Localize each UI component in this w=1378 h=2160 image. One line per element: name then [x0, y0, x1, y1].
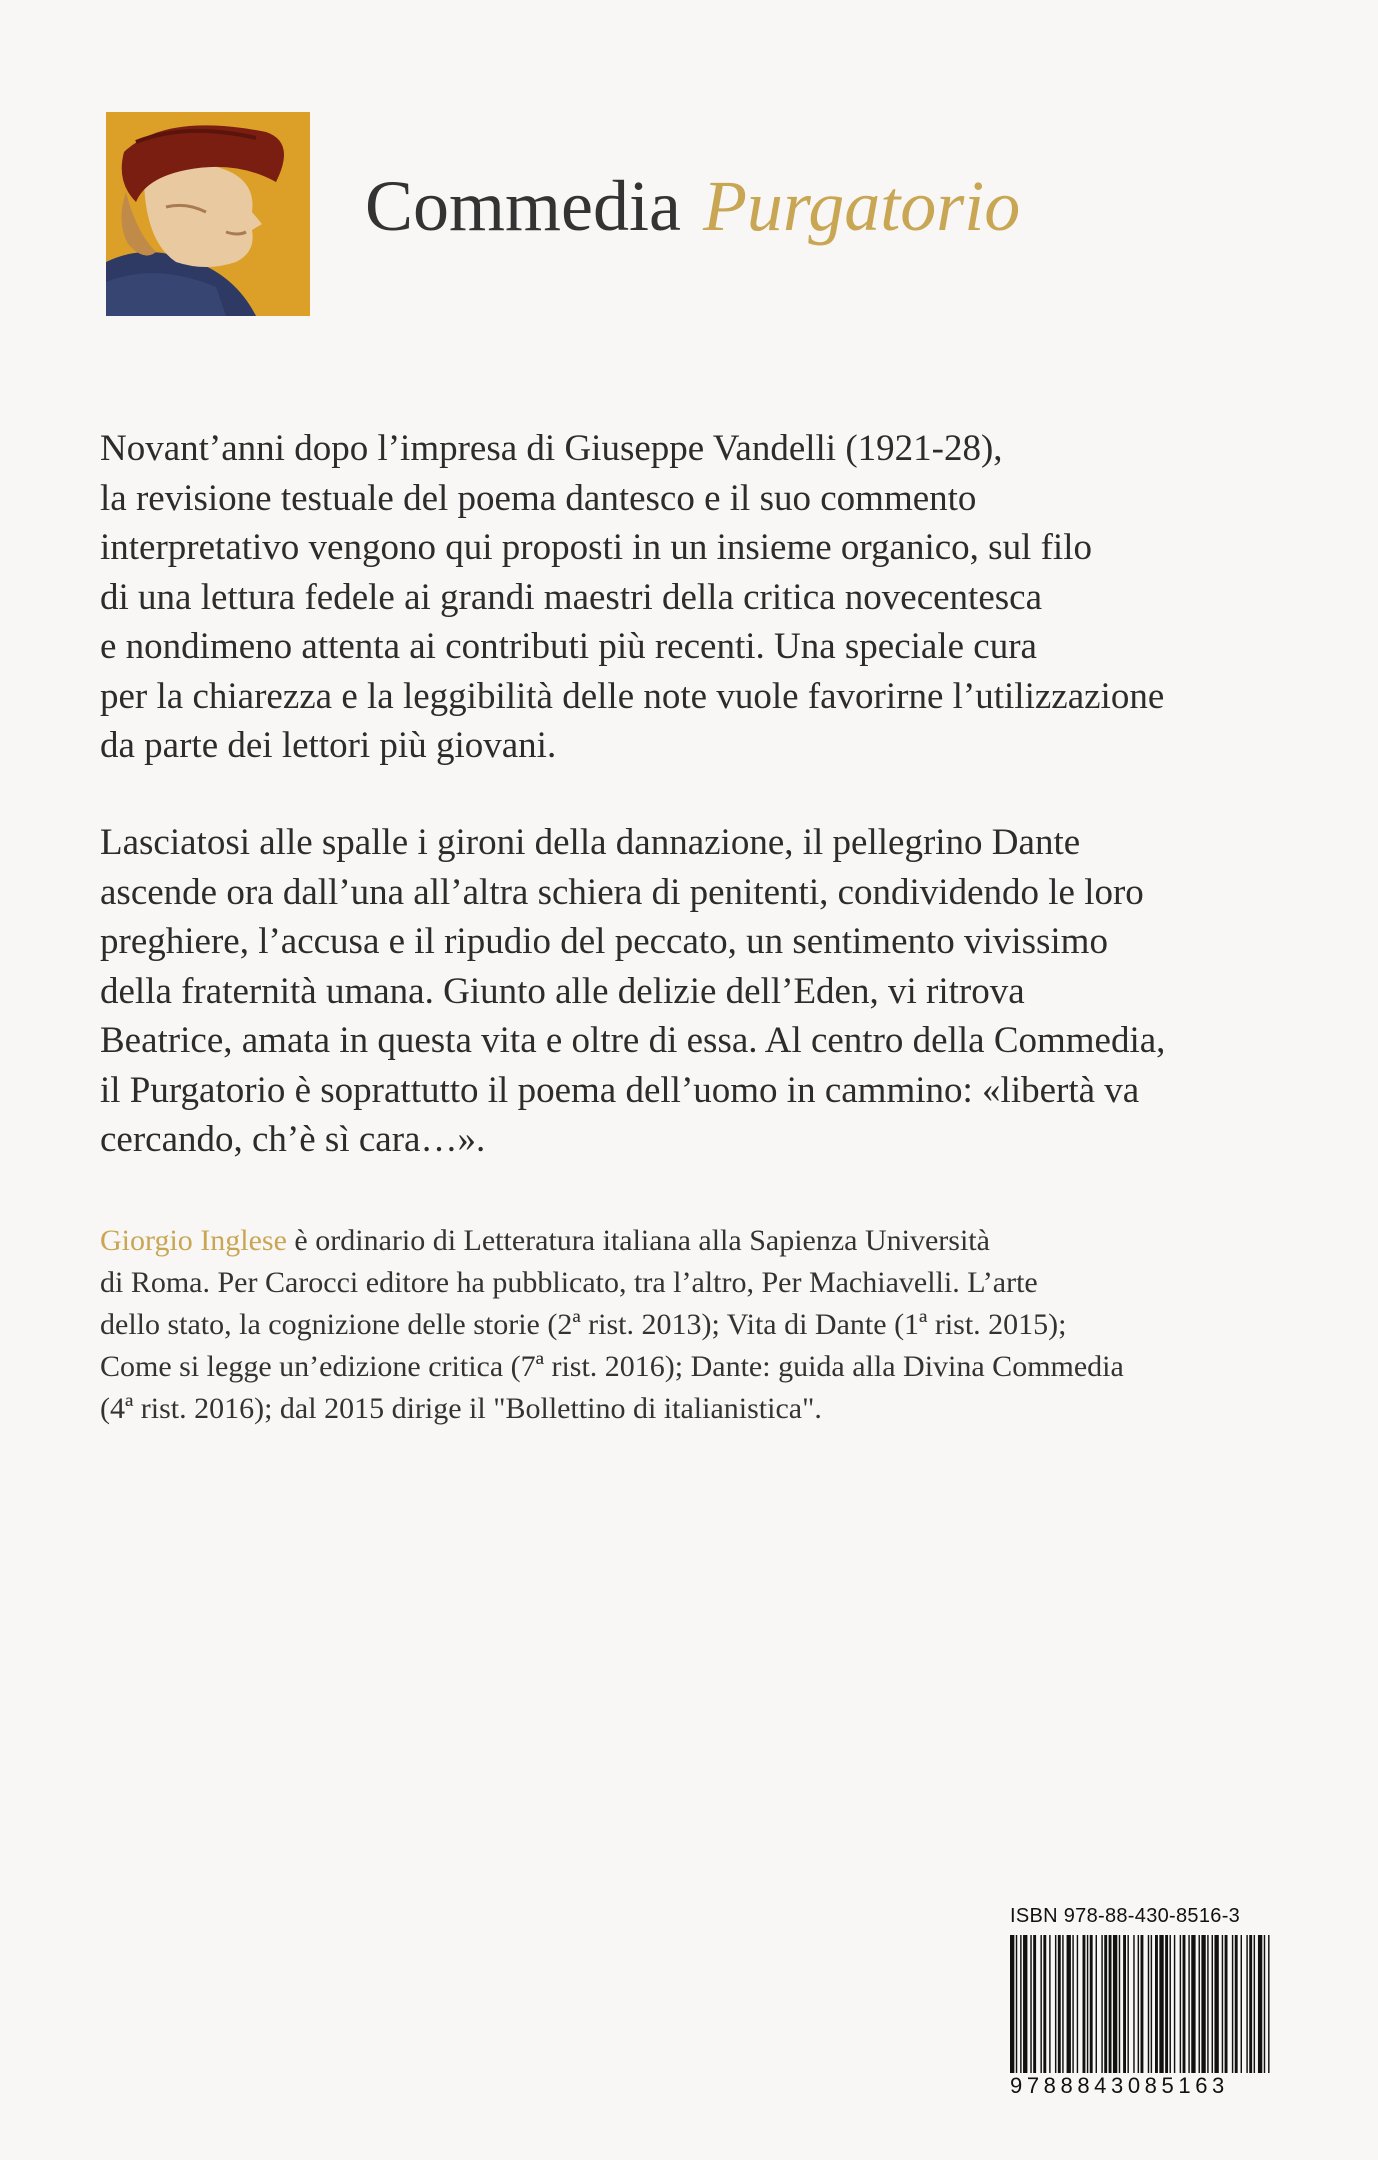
- barcode-bar: [1170, 1935, 1171, 2073]
- barcode-bar: [1083, 1935, 1086, 2073]
- barcode-bar: [1174, 1935, 1175, 2073]
- barcode-bar: [1183, 1935, 1186, 2073]
- barcode-bars: [1010, 1935, 1272, 2073]
- barcode-bar: [1191, 1935, 1195, 2073]
- barcode-bar: [1055, 1935, 1056, 2073]
- text-line: il Purgatorio è soprattutto il poema dell’uomo in cammino: «libertà va: [100, 1069, 1140, 1111]
- barcode-bar: [1101, 1935, 1102, 2073]
- barcode-bar: [1155, 1935, 1158, 2073]
- barcode-bar: [1077, 1935, 1078, 2073]
- barcode-bar: [1133, 1935, 1134, 2073]
- barcode-bar: [1016, 1935, 1017, 2073]
- barcode-bar: [1090, 1935, 1093, 2073]
- description-paragraph-2: [100, 818, 1290, 1165]
- author-bio: [100, 1220, 1290, 1430]
- barcode-bar: [1199, 1935, 1200, 2073]
- title-subtitle: Purgatorio: [702, 166, 1021, 246]
- barcode-bar: [1225, 1935, 1228, 2073]
- barcode-bar: [1201, 1935, 1205, 2073]
- text-line: preghiere, l’accusa e il ripudio del peccato, un sentimento vivissimo: [100, 921, 1108, 962]
- barcode-bar: [1010, 1935, 1014, 2073]
- barcode-bar: [1087, 1935, 1088, 2073]
- bio-line: di Roma. Per Carocci editore ha pubblicato, tra l’altro, Per Machiavelli. L’arte: [100, 1266, 1038, 1299]
- barcode-bar: [1020, 1935, 1021, 2073]
- barcode-digits: 9788843085163: [1010, 2073, 1229, 2098]
- bio-line: Come si legge un’edizione critica (7ª rist. 2016); Dante: guida alla Divina Commedia: [100, 1350, 1124, 1383]
- barcode-bar: [1264, 1935, 1265, 2073]
- description-paragraph-1: [100, 424, 1290, 771]
- barcode-bar: [1040, 1935, 1041, 2073]
- text-line: della fraternità umana. Giunto alle delizie dell’Eden, vi ritrova: [100, 970, 1025, 1012]
- text-line: Beatrice, amata in questa vita e oltre di essa. Al centro della Commedia,: [100, 1020, 1166, 1061]
- barcode-bar: [1254, 1935, 1255, 2073]
- author-name: Giorgio Inglese: [100, 1224, 287, 1257]
- barcode-bar: [1214, 1935, 1218, 2073]
- text-line: cercando, ch’è sì cara…».: [100, 1119, 486, 1160]
- barcode-bar: [1159, 1935, 1163, 2073]
- bio-line: (4ª rist. 2016); dal 2015 dirige il "Bollettino di italianistica".: [100, 1392, 822, 1425]
- text-line: ascende ora dall’una all’altra schiera di penitenti, condividendo le loro: [100, 871, 1144, 913]
- barcode-bar: [1033, 1935, 1036, 2073]
- barcode-bar: [1246, 1935, 1247, 2073]
- barcode-bar: [1165, 1935, 1168, 2073]
- barcode-bar: [1148, 1935, 1149, 2073]
- cover-portrait-image: [106, 112, 310, 316]
- barcode-bar: [1207, 1935, 1208, 2073]
- bio-line: è ordinario di Letteratura italiana alla Sapienza Università: [286, 1224, 990, 1257]
- barcode-bar: [1123, 1935, 1126, 2073]
- text-line: per la chiarezza e la leggibilità delle note vuole favorirne l’utilizzazione: [100, 675, 1165, 717]
- barcode-bar: [1235, 1935, 1238, 2073]
- text-line: Novant’anni dopo l’impresa di Giuseppe Vandelli (1921-28),: [100, 428, 1003, 469]
- text-line: interpretativo vengono qui proposti in un insieme organico, sul filo: [100, 527, 1092, 568]
- barcode-bar: [1096, 1935, 1097, 2073]
- barcode-bar: [1241, 1935, 1242, 2073]
- text-line: di una lettura fedele ai grandi maestri della critica novecentesca: [100, 576, 1043, 618]
- barcode-bar: [1043, 1935, 1046, 2073]
- barcode-bar: [1127, 1935, 1128, 2073]
- barcode-bar: [1222, 1935, 1223, 2073]
- barcode-bar: [1113, 1935, 1117, 2073]
- barcode-bar: [1062, 1935, 1063, 2073]
- text-line: e nondimeno attenta ai contributi più recenti. Una speciale cura: [100, 626, 1037, 667]
- isbn-barcode: [1010, 1905, 1272, 2105]
- barcode-bar: [1104, 1935, 1107, 2073]
- barcode-bar: [1058, 1935, 1061, 2073]
- barcode-bar: [1180, 1935, 1181, 2073]
- barcode-bar: [1258, 1935, 1262, 2073]
- text-line: Lasciatosi alle spalle i gironi della dannazione, il pellegrino Dante: [100, 822, 1081, 863]
- barcode-bar: [1268, 1935, 1269, 2073]
- book-title: [365, 166, 1021, 246]
- isbn-label: ISBN 978-88-430-8516-3: [1010, 1905, 1241, 1927]
- barcode-bar: [1023, 1935, 1027, 2073]
- barcode-bar: [1067, 1935, 1071, 2073]
- barcode-bar: [1141, 1935, 1144, 2073]
- title-main: Commedia: [365, 166, 681, 246]
- barcode-bar: [1188, 1935, 1189, 2073]
- bio-line: dello stato, la cognizione delle storie (2ª rist. 2013); Vita di Dante (1ª rist. 2015);: [100, 1308, 1067, 1341]
- text-line: da parte dei lettori più giovani.: [100, 725, 557, 766]
- barcode-bar: [1212, 1935, 1213, 2073]
- barcode-bar: [1138, 1935, 1139, 2073]
- barcode-bar: [1151, 1935, 1152, 2073]
- barcode-bar: [1119, 1935, 1120, 2073]
- barcode-bar: [1049, 1935, 1050, 2073]
- text-line: la revisione testuale del poema dantesco e il suo commento: [100, 477, 977, 519]
- barcode-bar: [1072, 1935, 1073, 2073]
- barcode-bar: [1030, 1935, 1031, 2073]
- barcode-bar: [1109, 1935, 1112, 2073]
- barcode-bar: [1249, 1935, 1252, 2073]
- barcode-bar: [1232, 1935, 1233, 2073]
